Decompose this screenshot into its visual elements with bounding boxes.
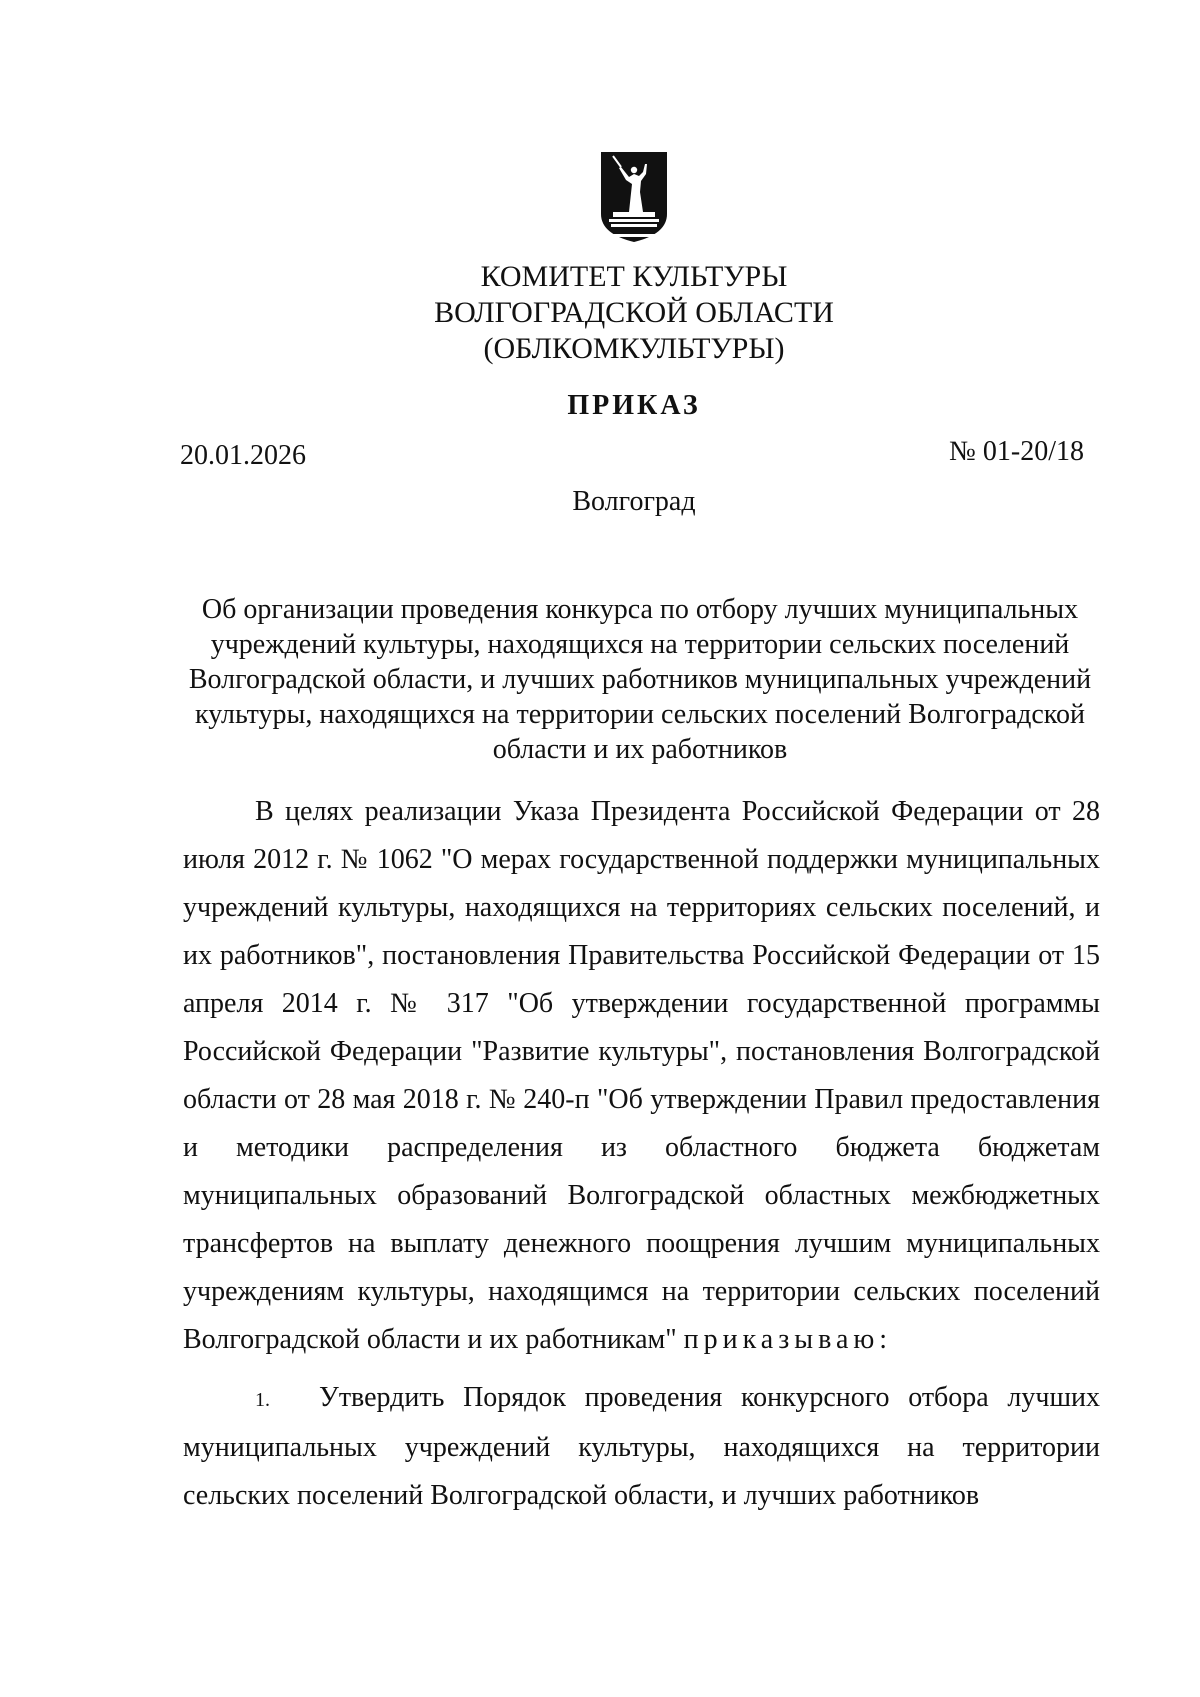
preamble-text: В целях реализации Указа Президента Российской Федерации от 28 июля 2012 г. № 1062 "О мерах государственной поддержки муниципальных учреждений культуры, находящихся на территориях сельских поселений, и их работников", постановления Правительства Российской Федерации от 15 апреля 2014 г. № 317 "Об утверждении государственной программы Российской Федерации "Развитие культуры", постановления Волгоградской области от 28 мая 2018 г. № 240-п "Об утверждении Правил предоставления и методики распределения из областного бюджета бюджетам муниципальных образований Волгоградской областных межбюджетных трансфертов на выплату денежного поощрения лучшим муниципальных учреждениям культуры, находящимся на территории сельских поселений Волгоградской области и их работникам" [183,796,1100,1355]
document-number: № 01-20/18 [949,436,1084,467]
document-date: 20.01.2026 [180,440,306,471]
preamble-paragraph [183,788,1100,1364]
order-item-1 [183,1374,1100,1520]
order-item-text: Утвердить Порядок проведения конкурсного отбора лучших муниципальных учреждений культуры, находящихся на территории сельских поселений Волгоградской области, и лучших работников [183,1382,1100,1511]
organization-name-line1: КОМИТЕТ КУЛЬТУРЫ [480,260,788,293]
document-body [183,788,1100,1520]
order-item-number: 1. [255,1389,270,1411]
directive-word: приказываю: [683,1324,893,1355]
organization-name-line2: ВОЛГОГРАДСКОЙ ОБЛАСТИ [434,296,834,329]
document-type-title: ПРИКАЗ [567,390,701,421]
organization-abbreviation: (ОБЛКОМКУЛЬТУРЫ) [483,332,785,365]
document-city: Волгоград [572,486,696,517]
document-subject: Об организации проведения конкурса по отбору лучших муниципальных учреждений культуры, находящихся на территории сельских поселений Волгоградской области, и лучших работников муниципальных учреждений культуры, находящихся на территории сельских поселений Волгоградской области и их работников [188,594,1092,765]
coat-of-arms-icon [599,150,669,244]
